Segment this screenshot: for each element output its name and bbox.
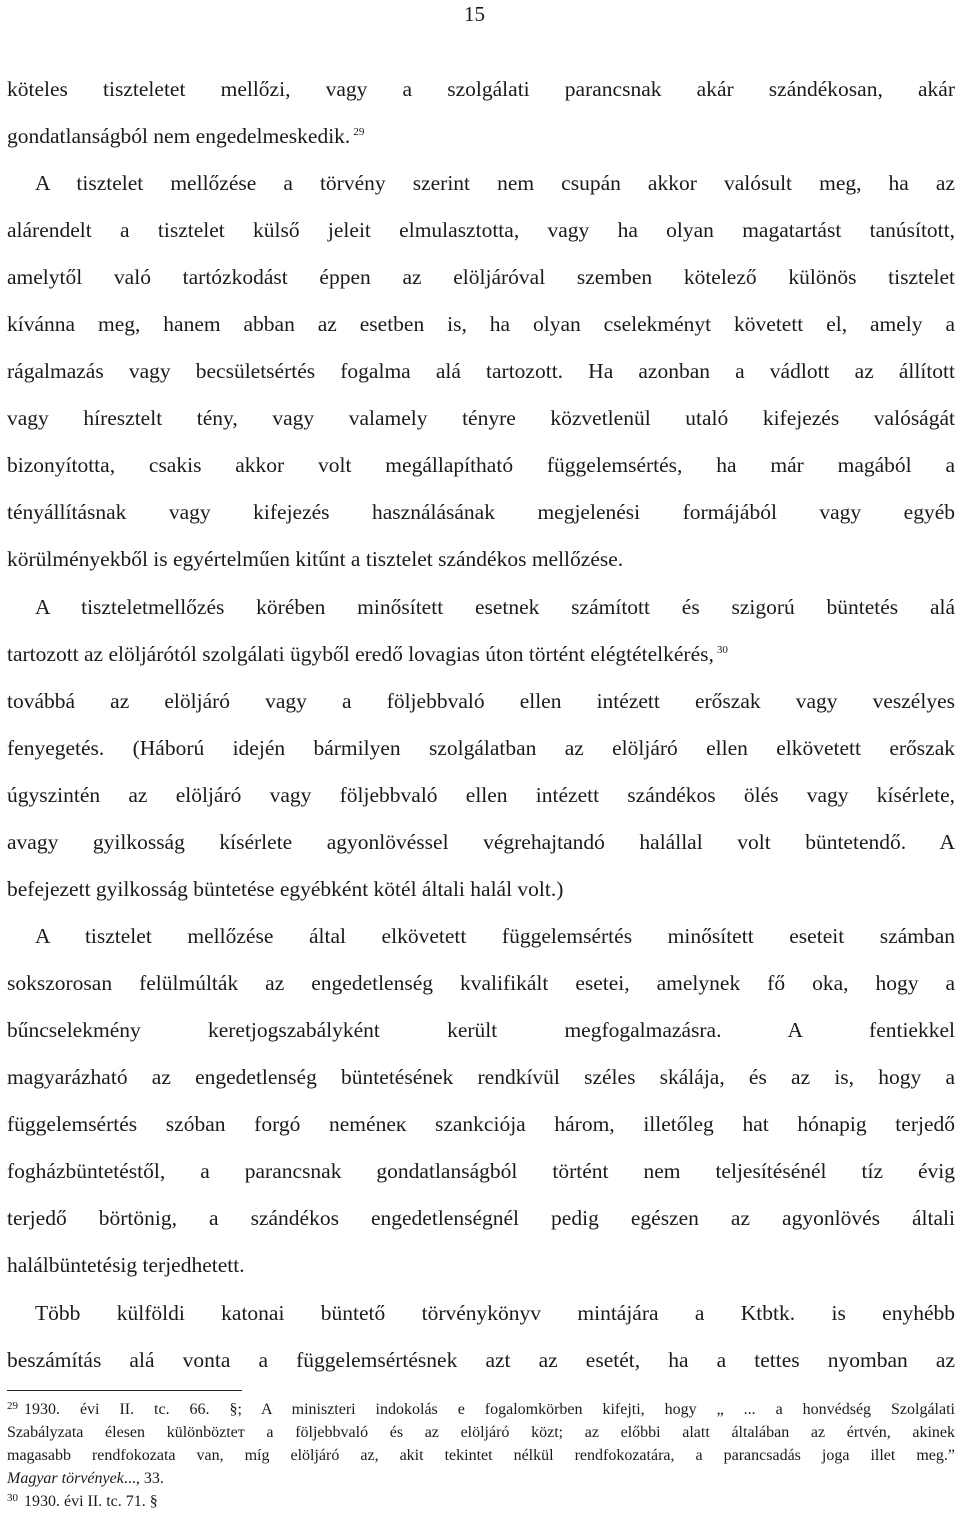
footnote-29 <box>7 1398 955 1421</box>
text-line <box>7 113 955 160</box>
footnote-source-rest: ..., 33. <box>123 1470 164 1487</box>
footnote-ref-29: 29 <box>353 126 365 138</box>
paragraph-3 <box>7 584 955 913</box>
page-number: 15 <box>464 2 485 26</box>
text-line: bizonyította, csakis akkor volt megállapítható függelemsértés, ha már magából a <box>7 453 955 477</box>
text-line: vagy híresztelt tény, vagy valamely tényre közvetlenül utaló kifejezés valóságát <box>7 406 955 430</box>
text-line: A tiszteletmellőzés körében minősített esetnek számított és szigorú büntetés alá <box>35 595 955 619</box>
paragraph-4 <box>7 913 955 1289</box>
paragraph-1 <box>7 66 955 160</box>
text-line: fenyegetés. (Háború idején bármilyen szolgálatban az elöljáró ellen elkövetett erőszak <box>7 736 955 760</box>
text-line: függelemsértés szóban forgó neméneк szankciója három, illetőleg hat hónapig terjedő <box>7 1112 955 1136</box>
footnote-number: 29 <box>7 1400 18 1412</box>
text-line: magyarázható az engedetlenség büntetésének rendkívül széles skálája, és az is, hogy a <box>7 1065 955 1089</box>
footnote-source-title: Magyar törvények <box>7 1470 124 1487</box>
text-line: halálbüntetésig terjedhetett. <box>7 1253 245 1277</box>
text-line: továbbá az elöljáró vagy a följebbvaló ellen intézett erőszak vagy veszélyes <box>7 689 955 713</box>
text-line: befejezett gyilkosság büntetése egyébként kötél általi halál volt.) <box>7 877 564 901</box>
text-span: tartozott az elöljárótól szolgálati ügyből eredő lovagias úton történt elégtételkérés, <box>7 642 714 666</box>
footnote-ref-30: 30 <box>716 644 728 656</box>
footnote-divider <box>7 1390 242 1391</box>
footnote-30 <box>7 1490 955 1513</box>
text-line: alárendelt a tisztelet külső jeleit elmulasztotta, vagy ha olyan magatartást tanúsított, <box>7 218 955 242</box>
text-line: köteles tiszteletet mellőzi, vagy a szolgálati parancsnak akár szándékosan, akár <box>7 77 955 101</box>
text-line: terjedő börtönig, a szándékos engedetlenségnél pedig egészen az agyonlövés általi <box>7 1206 955 1230</box>
paragraph-5 <box>7 1290 955 1384</box>
text-line: tényállításnak vagy kifejezés használásának megjelenési formájából vagy egyéb <box>7 500 955 524</box>
footnote-line: magasabb rendfokozata van, míg elöljáró az, akit tekintet nélkül rendfokozatára, a parancsadás joga illet meg.” <box>7 1447 955 1464</box>
footnote-text: 1930. évi II. tc. 66. §; A miniszteri indokolás e fogalomkörben kifejti, hogy „ ... a honvédség Szolgálati <box>24 1401 955 1418</box>
text-line: A tisztelet mellőzése a törvény szerint nem csupán akkor valósult meg, ha az <box>35 171 955 195</box>
text-line: sokszorosan felülmúlták az engedetlenség kvalifikált esetei, amelynek fő oka, hogy a <box>7 971 955 995</box>
text-line: beszámítás alá vonta a függelemsértésnek azt az esetét, ha a tettes nyomban az <box>7 1348 955 1372</box>
footnote-line <box>7 1467 955 1490</box>
text-line: amelytől való tartózkodást éppen az elöljáróval szemben kötelező különös tisztelet <box>7 265 955 289</box>
text-line: avagy gyilkosság kísérlete agyonlövéssel végrehajtandó halállal volt büntetendő. A <box>7 830 955 854</box>
text-line: A tisztelet mellőzése által elkövetett függelemsértés minősített eseteit számban <box>35 924 955 948</box>
footnotes <box>7 1398 955 1513</box>
text-line: bűncselekmény keretjogszabályként került megfogalmazásra. A fentiekkel <box>7 1018 955 1042</box>
footnote-number: 30 <box>7 1492 18 1504</box>
text-span: gondatlanságból nem engedelmeskedik. <box>7 124 351 148</box>
text-line: úgyszintén az elöljáró vagy följebbvaló ellen intézett szándékos ölés vagy kísérlete, <box>7 783 955 807</box>
text-line: kívánna meg, hanem abban az esetben is, ha olyan cselekményt követett el, amely a <box>7 312 955 336</box>
text-line <box>7 631 955 678</box>
text-line: rágalmazás vagy becsületsértés fogalma alá tartozott. Ha azonban a vádlott az állított <box>7 359 955 383</box>
footnote-line: Szabályzata élesen különbözteт a följebbvaló és az elöljáró közt; az előbbi alatt általában az értvén, akinek <box>7 1424 955 1441</box>
text-line: Több külföldi katonai büntető törvénykönyv mintájára a Ktbtk. is enyhébb <box>35 1301 955 1325</box>
text-line: körülményekből is egyértelműen kitűnt a tisztelet szándékos mellőzése. <box>7 547 624 571</box>
footnote-text: 1930. évi II. tc. 71. § <box>24 1493 158 1510</box>
paragraph-2 <box>7 160 955 583</box>
text-line: fogházbüntetéstől, a parancsnak gondatlanságból történt nem teljesítésénél tíz évig <box>7 1159 955 1183</box>
